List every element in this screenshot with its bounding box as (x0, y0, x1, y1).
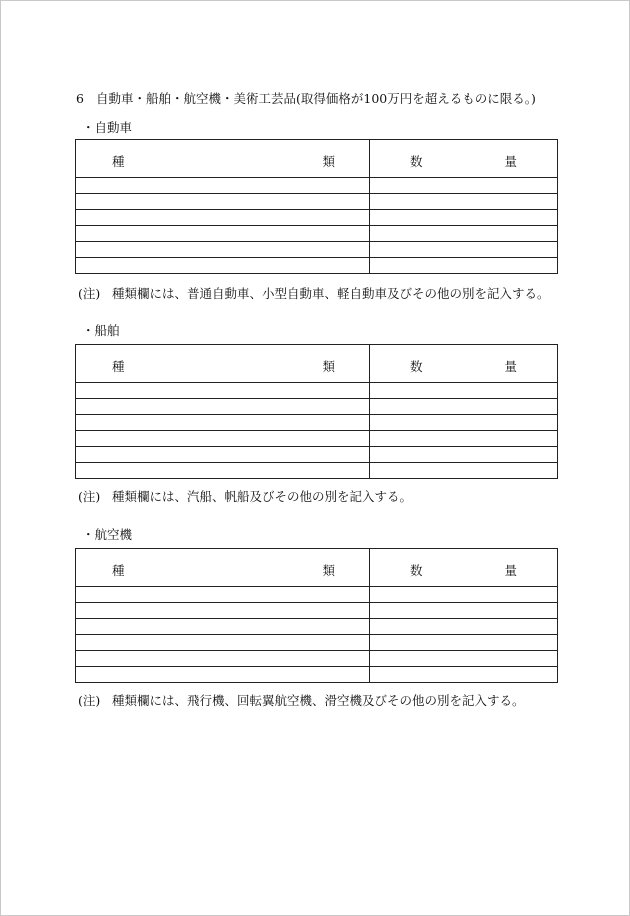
kind-cell[interactable] (76, 194, 370, 210)
kind-cell[interactable] (76, 603, 370, 619)
aircraft-note (78, 691, 525, 709)
ship-table (75, 344, 558, 479)
quantity-cell[interactable] (370, 635, 558, 651)
quantity-cell[interactable] (370, 415, 558, 431)
table-row (76, 619, 558, 635)
section-heading (76, 89, 536, 107)
kind-header-char2: 類 (322, 359, 335, 374)
kind-cell[interactable] (76, 463, 370, 479)
kind-cell[interactable] (76, 258, 370, 274)
table-row (76, 178, 558, 194)
quantity-cell[interactable] (370, 194, 558, 210)
table-row (76, 431, 558, 447)
kind-cell[interactable] (76, 242, 370, 258)
kind-header (76, 549, 370, 587)
kind-header-char1: 種 (112, 154, 125, 169)
quantity-cell[interactable] (370, 178, 558, 194)
kind-cell[interactable] (76, 415, 370, 431)
kind-cell[interactable] (76, 587, 370, 603)
table-row (76, 447, 558, 463)
section-title: 自動車・船舶・航空機・美術工芸品(取得価格が100万円を超えるものに限る。) (96, 91, 536, 106)
table-header-row (76, 345, 558, 383)
quantity-cell[interactable] (370, 447, 558, 463)
quantity-cell[interactable] (370, 463, 558, 479)
kind-cell[interactable] (76, 447, 370, 463)
table-row (76, 226, 558, 242)
kind-cell[interactable] (76, 431, 370, 447)
quantity-header-char1: 数 (410, 563, 423, 578)
kind-cell[interactable] (76, 667, 370, 683)
note-tag: (注) (78, 286, 101, 301)
quantity-cell[interactable] (370, 399, 558, 415)
ship-note (78, 487, 412, 505)
note-text: 種類欄には、普通自動車、小型自動車、軽自動車及びその他の別を記入する。 (112, 286, 550, 301)
quantity-cell[interactable] (370, 603, 558, 619)
car-subheading: ・自動車 (82, 120, 133, 135)
kind-header-char2: 類 (322, 154, 335, 169)
table-row (76, 603, 558, 619)
kind-cell[interactable] (76, 383, 370, 399)
quantity-cell[interactable] (370, 431, 558, 447)
aircraft-subheading: ・航空機 (82, 527, 133, 542)
table-row (76, 587, 558, 603)
quantity-header-char2: 量 (504, 359, 517, 374)
kind-cell[interactable] (76, 399, 370, 415)
table-row (76, 194, 558, 210)
quantity-header (370, 549, 558, 587)
note-tag: (注) (78, 489, 101, 504)
kind-cell[interactable] (76, 210, 370, 226)
quantity-cell[interactable] (370, 651, 558, 667)
kind-cell[interactable] (76, 226, 370, 242)
quantity-cell[interactable] (370, 226, 558, 242)
kind-header (76, 345, 370, 383)
car-table (75, 139, 558, 274)
table-row (76, 463, 558, 479)
section-number: 6 (76, 91, 84, 106)
table-row (76, 415, 558, 431)
kind-header-char1: 種 (112, 359, 125, 374)
quantity-header (370, 345, 558, 383)
table-row (76, 383, 558, 399)
kind-header-char2: 類 (322, 563, 335, 578)
table-row (76, 242, 558, 258)
quantity-cell[interactable] (370, 619, 558, 635)
table-header-row (76, 140, 558, 178)
table-row (76, 258, 558, 274)
kind-cell[interactable] (76, 619, 370, 635)
kind-header (76, 140, 370, 178)
note-text: 種類欄には、汽船、帆船及びその他の別を記入する。 (112, 489, 413, 504)
aircraft-table (75, 548, 558, 683)
quantity-cell[interactable] (370, 587, 558, 603)
kind-cell[interactable] (76, 635, 370, 651)
car-note (78, 284, 550, 302)
note-text: 種類欄には、飛行機、回転翼航空機、滑空機及びその他の別を記入する。 (112, 693, 525, 708)
quantity-cell[interactable] (370, 667, 558, 683)
kind-header-char1: 種 (112, 563, 125, 578)
quantity-cell[interactable] (370, 383, 558, 399)
kind-cell[interactable] (76, 651, 370, 667)
quantity-cell[interactable] (370, 210, 558, 226)
table-row (76, 651, 558, 667)
table-header-row (76, 549, 558, 587)
table-row (76, 635, 558, 651)
quantity-header-char2: 量 (504, 563, 517, 578)
table-row (76, 399, 558, 415)
quantity-cell[interactable] (370, 242, 558, 258)
quantity-header-char2: 量 (504, 154, 517, 169)
ship-subheading: ・船舶 (82, 323, 120, 338)
quantity-header (370, 140, 558, 178)
note-tag: (注) (78, 693, 101, 708)
quantity-header-char1: 数 (410, 154, 423, 169)
table-row (76, 667, 558, 683)
table-row (76, 210, 558, 226)
quantity-header-char1: 数 (410, 359, 423, 374)
kind-cell[interactable] (76, 178, 370, 194)
quantity-cell[interactable] (370, 258, 558, 274)
